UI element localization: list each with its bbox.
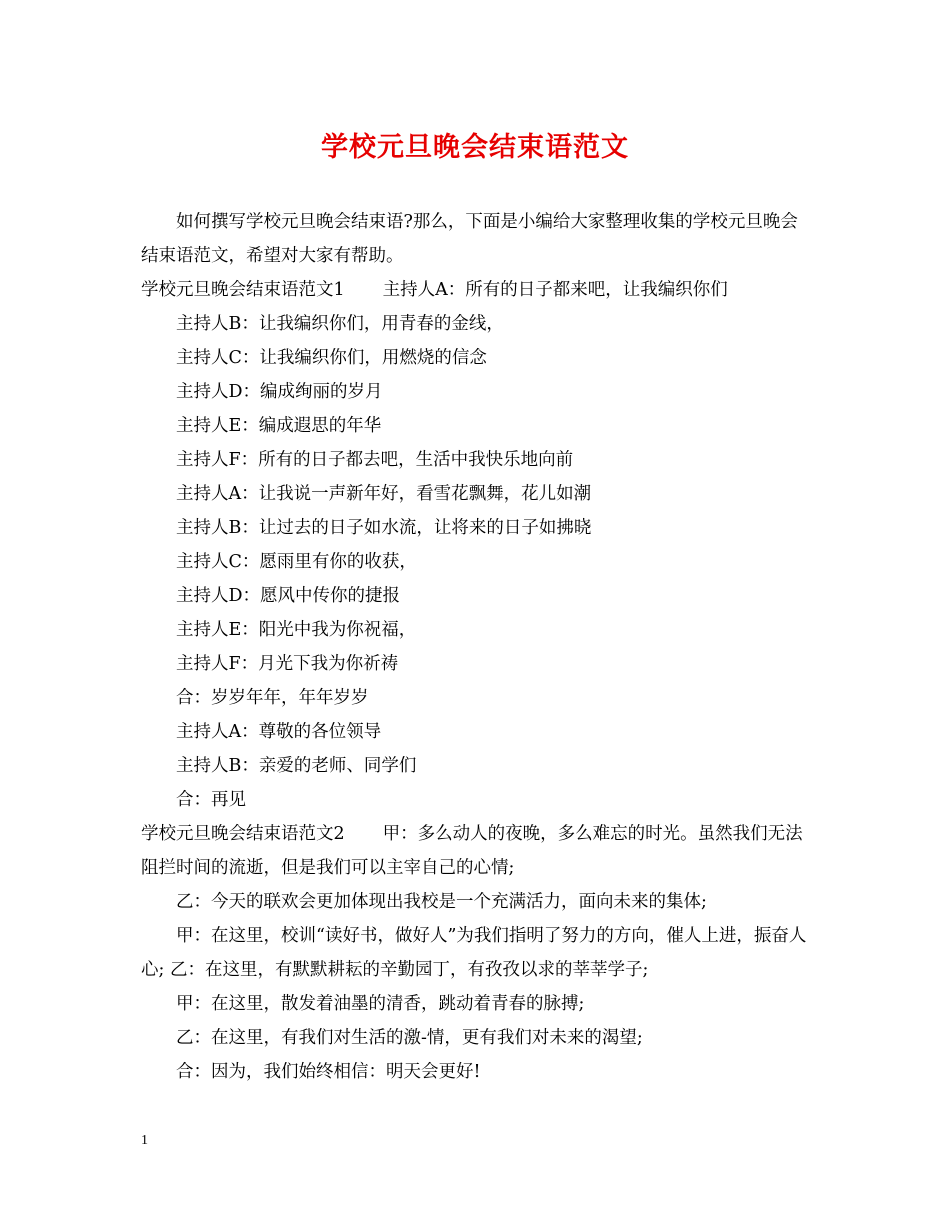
section-2-line: 乙：在这里，有我们对生活的激-情，更有我们对未来的渴望; (176, 1028, 643, 1048)
document-title: 学校元旦晚会结束语范文 (321, 132, 629, 163)
page-number: 1 (141, 1133, 148, 1148)
section-1-line: 主持人A：让我说一声新年好，看雪花飘舞，花儿如潮 (176, 484, 592, 504)
intro-paragraph: 如何撰写学校元旦晚会结束语?那么，下面是小编给大家整理收集的学校元旦晚会结束语范文，希望对大家有帮助。 (141, 212, 798, 266)
section-1-line: 主持人E：阳光中我为你祝福， (176, 620, 417, 640)
section-1-line: 合：岁岁年年，年年岁岁 (176, 688, 369, 708)
section-1-heading: 学校元旦晚会结束语范文1 (141, 280, 345, 300)
section-1-line: 主持人F：所有的日子都去吧，生活中我快乐地向前 (176, 450, 574, 470)
section-1-line: 主持人A：尊敬的各位领导 (176, 722, 382, 742)
section-2-line: 合：因为，我们始终相信：明天会更好! (176, 1062, 481, 1082)
section-2-heading: 学校元旦晚会结束语范文2 (141, 824, 345, 844)
section-1-line: 主持人B：让我编织你们，用青春的金线， (176, 314, 504, 334)
section-1-first-line: 主持人A：所有的日子都来吧，让我编织你们 (382, 280, 728, 300)
section-1-line: 主持人C：愿雨里有你的收获， (176, 552, 417, 572)
section-1-line: 主持人B：亲爱的老师、同学们 (176, 756, 417, 776)
section-2-first-line: 甲：多么动人的夜晚，多么难忘的时光。虽然我们无法阻拦时间的流逝，但是我们可以主宰自己的心情; (141, 824, 803, 878)
section-2-line: 甲：在这里，校训“读好书，做好人”为我们指明了努力的方向，催人上进，振奋人心; 乙：在这里，有默默耕耘的辛勤园丁，有孜孜以求的莘莘学子; (141, 926, 807, 980)
section-1-heading-line (141, 273, 813, 307)
section-2-line: 甲：在这里，散发着油墨的清香，跳动着青春的脉搏; (176, 994, 585, 1014)
document-body (141, 205, 813, 1089)
section-1-line: 主持人C：让我编织你们，用燃烧的信念 (176, 348, 487, 368)
section-1-line: 主持人D：愿风中传你的捷报 (176, 586, 401, 606)
section-2-line: 乙：今天的联欢会更加体现出我校是一个充满活力，面向未来的集体; (176, 892, 707, 912)
section-1-line: 合：再见 (176, 790, 246, 810)
section-1-line: 主持人F：月光下我为你祈祷 (176, 654, 399, 674)
section-1-line: 主持人E：编成遐思的年华 (176, 416, 382, 436)
section-1-line: 主持人D：编成绚丽的岁月 (176, 382, 383, 402)
section-1-line: 主持人B：让过去的日子如水流，让将来的日子如拂晓 (176, 518, 592, 538)
section-2-heading-line (141, 817, 813, 885)
